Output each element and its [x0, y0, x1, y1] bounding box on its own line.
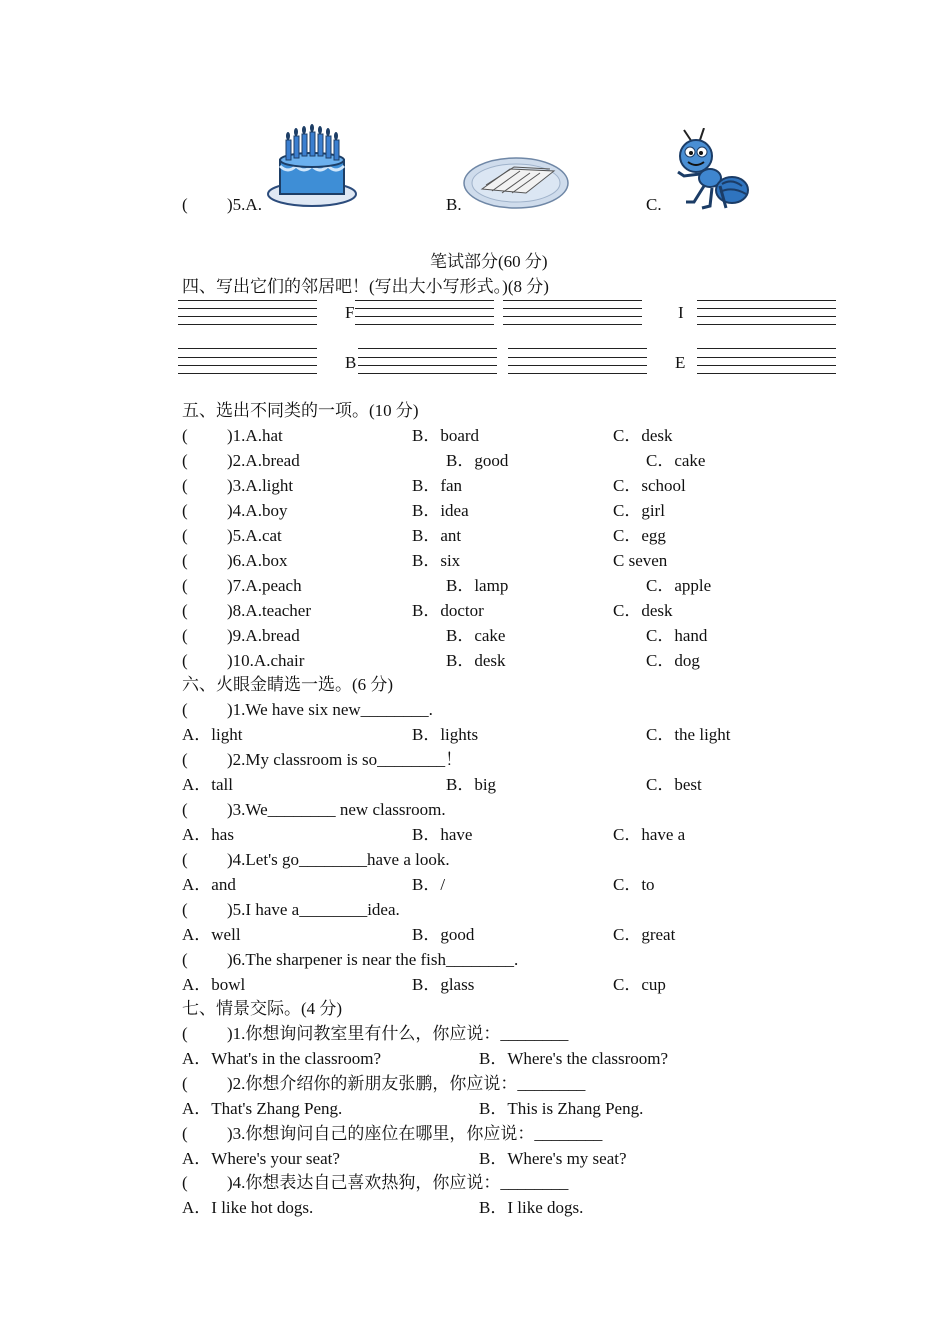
section-4-title: 四、写出它们的邻居吧！(写出大小写形式。)(8 分): [182, 277, 549, 296]
question-text: )1.We have six new________.: [227, 700, 433, 719]
option-b: B．good: [412, 925, 475, 944]
answer-paren[interactable]: (: [182, 1173, 188, 1192]
answer-paren[interactable]: (: [182, 700, 188, 719]
paren-open[interactable]: (: [182, 195, 188, 214]
option-a: A．I like hot dogs.: [182, 1198, 314, 1217]
option-b: B．good: [446, 451, 509, 470]
question-text: )1.你想询问教室里有什么，你应说：________: [227, 1024, 569, 1043]
written-section-title: 笔试部分(60 分): [430, 252, 548, 271]
option-b: B．idea: [412, 501, 469, 520]
question-text: )9.A.bread: [227, 626, 300, 645]
option-b: B．lamp: [446, 576, 509, 595]
option-b-label: B.: [446, 195, 462, 214]
option-c: C．egg: [613, 526, 666, 545]
answer-paren[interactable]: (: [182, 1124, 188, 1143]
option-a: A．tall: [182, 775, 233, 794]
option-c: C．desk: [613, 426, 673, 445]
option-a: A．has: [182, 825, 234, 844]
letter-f: F: [345, 303, 355, 322]
answer-paren[interactable]: (: [182, 850, 188, 869]
question-text: )4.Let's go________have a look.: [227, 850, 450, 869]
bacon-plate-image: [462, 155, 570, 211]
answer-paren[interactable]: (: [182, 800, 188, 819]
letter-i: I: [678, 303, 684, 322]
answer-paren[interactable]: (: [182, 950, 188, 969]
option-b: B．board: [412, 426, 480, 445]
option-c: C seven: [613, 551, 668, 570]
option-b: B．glass: [412, 975, 475, 994]
answer-paren[interactable]: (: [182, 501, 188, 520]
option-b: B．cake: [446, 626, 506, 645]
option-b: B．Where's my seat?: [479, 1149, 627, 1168]
answer-paren[interactable]: (: [182, 526, 188, 545]
answer-paren[interactable]: (: [182, 651, 188, 670]
option-b: B．/: [412, 875, 446, 894]
answer-paren[interactable]: (: [182, 750, 188, 769]
option-b: B．fan: [412, 476, 463, 495]
answer-paren[interactable]: (: [182, 1024, 188, 1043]
answer-paren[interactable]: (: [182, 1074, 188, 1093]
section-5-title: 五、选出不同类的一项。(10 分): [182, 401, 419, 420]
letter-b: B: [345, 353, 357, 372]
option-a: A．Where's your seat?: [182, 1149, 340, 1168]
birthday-cake-image: [266, 124, 358, 212]
question-text: )2.My classroom is so________！: [227, 750, 463, 769]
option-b: B．big: [446, 775, 497, 794]
question-text: )3.A.light: [227, 476, 294, 495]
option-a: A．and: [182, 875, 236, 894]
question-text: )8.A.teacher: [227, 601, 312, 620]
question-text: )2.你想介绍你的新朋友张鹏，你应说：________: [227, 1074, 586, 1093]
option-c: C．to: [613, 875, 655, 894]
option-c: C．best: [646, 775, 702, 794]
option-c-label: C.: [646, 195, 662, 214]
option-c: C．hand: [646, 626, 708, 645]
section-6-title: 六、火眼金睛选一选。(6 分): [182, 675, 394, 694]
question-text: )6.The sharpener is near the fish________.: [227, 950, 519, 969]
question-text: )3.We________ new classroom.: [227, 800, 446, 819]
option-b: B．have: [412, 825, 473, 844]
section-7-title: 七、情景交际。(4 分): [182, 999, 343, 1018]
question-label: )5.A.: [227, 195, 262, 214]
option-b: B．Where's the classroom?: [479, 1049, 669, 1068]
option-c: C．cup: [613, 975, 666, 994]
question-text: )3.你想询问自己的座位在哪里，你应说：________: [227, 1124, 603, 1143]
option-b: B．ant: [412, 526, 462, 545]
question-text: )2.A.bread: [227, 451, 300, 470]
question-text: )6.A.box: [227, 551, 288, 570]
option-a: A．light: [182, 725, 243, 744]
option-b: B．desk: [446, 651, 506, 670]
option-b: B．This is Zhang Peng.: [479, 1099, 644, 1118]
question-text: )5.I have a________idea.: [227, 900, 400, 919]
option-c: C．the light: [646, 725, 731, 744]
cartoon-ant-image: [670, 128, 750, 212]
option-c: C．great: [613, 925, 676, 944]
option-a: A．What's in the classroom?: [182, 1049, 381, 1068]
option-c: C．have a: [613, 825, 686, 844]
letter-e: E: [675, 353, 686, 372]
question-text: )5.A.cat: [227, 526, 282, 545]
question-text: )4.A.boy: [227, 501, 288, 520]
option-b: B．I like dogs.: [479, 1198, 584, 1217]
answer-paren[interactable]: (: [182, 626, 188, 645]
option-c: C．desk: [613, 601, 673, 620]
answer-paren[interactable]: (: [182, 601, 188, 620]
option-c: C．cake: [646, 451, 706, 470]
option-c: C．apple: [646, 576, 712, 595]
answer-paren[interactable]: (: [182, 451, 188, 470]
option-b: B．doctor: [412, 601, 484, 620]
option-c: C．dog: [646, 651, 700, 670]
option-b: B．six: [412, 551, 461, 570]
question-text: )4.你想表达自己喜欢热狗，你应说：________: [227, 1173, 569, 1192]
option-c: C．girl: [613, 501, 665, 520]
option-a: A．bowl: [182, 975, 246, 994]
option-c: C．school: [613, 476, 686, 495]
question-text: )10.A.chair: [227, 651, 305, 670]
answer-paren[interactable]: (: [182, 551, 188, 570]
answer-paren[interactable]: (: [182, 426, 188, 445]
option-a: A．That's Zhang Peng.: [182, 1099, 343, 1118]
question-text: )7.A.peach: [227, 576, 302, 595]
question-text: )1.A.hat: [227, 426, 283, 445]
answer-paren[interactable]: (: [182, 476, 188, 495]
answer-paren[interactable]: (: [182, 576, 188, 595]
option-a: A．well: [182, 925, 241, 944]
option-b: B．lights: [412, 725, 479, 744]
answer-paren[interactable]: (: [182, 900, 188, 919]
